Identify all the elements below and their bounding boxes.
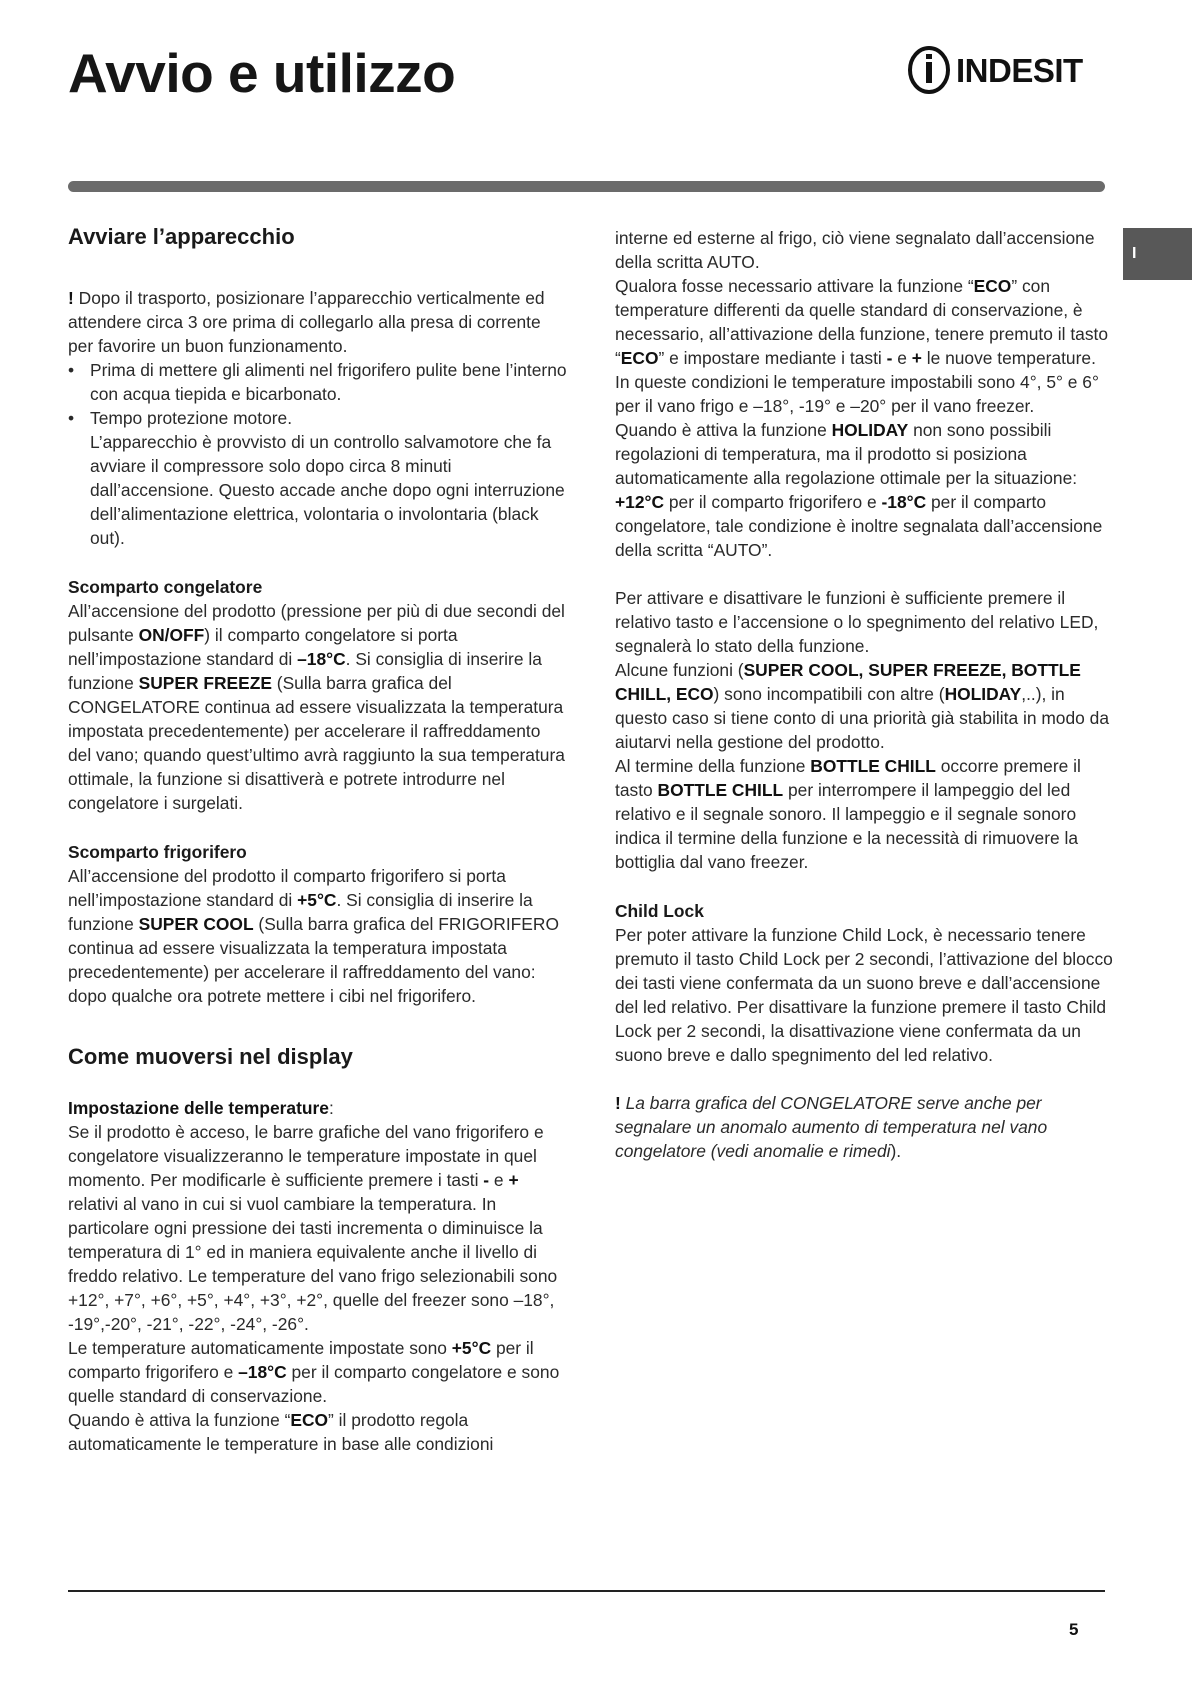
subheading-temperature-settings: Impostazione delle temperature: [68, 1098, 334, 1118]
subheading-fridge: Scomparto frigorifero [68, 842, 247, 862]
page-title: Avvio e utilizzo [68, 42, 456, 104]
subheading-child-lock: Child Lock [615, 901, 704, 921]
auto-temperatures-paragraph: Le temperature automaticamente impostate sono +5°C per il comparto frigorifero e –18°C per il comparto congelatore e sono quelle standard di conservazione. [68, 1338, 560, 1406]
child-lock-paragraph: Per poter attivare la funzione Child Lock, è necessario tenere premuto il tasto Child Lock per 2 secondi, l’attivazione del blocco dei tasti viene confermata da un suono breve e dall’accensione del led relativo. Per disattivare la funzione premere il tasto Child Lock per 2 secondi, la disattivazione viene confermata da un suono breve e dallo spegnimento del led relativo. [615, 925, 1113, 1065]
eco-custom-paragraph: Qualora fosse necessario attivare la funzione “ECO” con temperature differenti da quelle standard di conservazione, è necessario, all’attivazione della funzione, tenere premuto il tasto “ECO” e impostare mediante i tasti - e + le nuove temperature. In queste condizioni le temperature impostabili sono 4°, 5° e 6° per il vano frigo e –18°, -19° e –20° per il vano freezer. [615, 276, 1109, 416]
language-tab-label: I [1132, 245, 1137, 262]
indesit-logo [906, 45, 1106, 95]
section-title-display: Come muoversi nel display [68, 1044, 353, 1069]
footer-rule [68, 1590, 1105, 1592]
transport-note: ! Dopo il trasporto, posizionare l’apparecchio verticalmente ed attendere circa 3 ore prima di collegarlo alla presa di corrente per favorire un buon funzionamento. [68, 288, 545, 356]
bullet-cleaning: • Prima di mettere gli alimenti nel frigorifero pulite bene l’interno con acqua tiepida e bicarbonato. [68, 358, 568, 406]
eco-continued-paragraph: interne ed esterne al frigo, ciò viene segnalato dall’accensione della scritta AUTO. [615, 228, 1095, 272]
holiday-paragraph: Quando è attiva la funzione HOLIDAY non sono possibili regolazioni di temperatura, ma il prodotto si posiziona automaticamente alla regolazione ottimale per la situazione: +12°C per il comparto frigorifero e -18°C per il comparto congelatore, tale condizione è inoltre segnalata dall’accensione della scritta “AUTO”. [615, 420, 1103, 560]
header-bar [68, 181, 1105, 192]
fridge-paragraph: All’accensione del prodotto il comparto frigorifero si porta nell’impostazione standard di +5°C. Si consiglia di inserire la funzione SUPER COOL (Sulla barra grafica del FRIGORIFERO continua ad essere visualizzata la temperatura impostata precedentemente) per accelerare il raffreddamento del vano: dopo qualche ora potrete mettere i cibi nel frigorifero. [68, 866, 559, 1006]
functions-toggle-paragraph: Per attivare e disattivare le funzioni è sufficiente premere il relativo tasto e l’accensione o lo spegnimento del relativo LED, segnalerà lo stato della funzione. [615, 588, 1099, 656]
page-number: 5 [1069, 1620, 1079, 1639]
warning-icon: ! [615, 1093, 621, 1113]
temperature-settings-paragraph: Se il prodotto è acceso, le barre grafiche del vano frigorifero e congelatore visualizzeranno le temperature impostate in quel momento. Per modificarle è sufficiente premere i tasti - e + relativi al vano in cui si vuol cambiare la temperatura. In particolare ogni pressione dei tasti incrementa o diminuisce la temperatura di 1° ed in maniera equivalente anche il livello di freddo relativo. Le temperature del vano frigo selezionabili sono +12°, +7°, +6°, +5°, +4°, +3°, +2°, quelle del freezer sono –18°, -19°,-20°, -21°, -22°, -24°, -26°. [68, 1122, 558, 1334]
right-column [615, 226, 1115, 1163]
freezer-alarm-note: ! La barra grafica del CONGELATORE serve anche per segnalare un anomalo aumento di temperatura nel vano congelatore (vedi anomalie e rimedi). [615, 1093, 1048, 1161]
warning-icon: ! [68, 288, 74, 308]
bottle-chill-paragraph: Al termine della funzione BOTTLE CHILL occorre premere il tasto BOTTLE CHILL per interrompere il lampeggio del led relativo e il segnale sonoro. Il lampeggio e il segnale sonoro indica il termine della funzione e la necessità di rimuovere la bottiglia dal vano freezer. [615, 756, 1081, 872]
incompatible-functions-paragraph: Alcune funzioni (SUPER COOL, SUPER FREEZE, BOTTLE CHILL, ECO) sono incompatibili con altre (HOLIDAY,..), in questo caso si tiene conto di una priorità già stabilita in modo da aiutarvi nella gestione del prodotto. [615, 660, 1110, 752]
eco-paragraph: Quando è attiva la funzione “ECO” il prodotto regola automaticamente le temperature in base alle condizioni [68, 1410, 494, 1454]
brand-wordmark: INDESIT [956, 52, 1083, 89]
left-column [68, 222, 568, 1456]
language-tab [1123, 228, 1192, 280]
freezer-paragraph: All’accensione del prodotto (pressione per più di due secondi del pulsante ON/OFF) il comparto congelatore si porta nell’impostazione standard di –18°C. Si consiglia di inserire la funzione SUPER FREEZE (Sulla barra grafica del CONGELATORE continua ad essere visualizzata la temperatura impostata precedentemente) per accelerare il raffreddamento del vano; quando quest’ultimo avrà raggiunto la sua temperatura ottimale, la funzione si disattiverà e potrete introdurre nel congelatore i surgelati. [68, 601, 565, 813]
section-title-start: Avviare l’apparecchio [68, 224, 295, 249]
bullet-motor-protection: • Tempo protezione motore. L’apparecchio è provvisto di un controllo salvamotore che fa avviare il compressore solo dopo circa 8 minuti dall’accensione. Questo accade anche dopo ogni interruzione dell’alimentazione elettrica, volontaria o involontaria (black out). [68, 406, 568, 550]
subheading-freezer: Scomparto congelatore [68, 577, 263, 597]
